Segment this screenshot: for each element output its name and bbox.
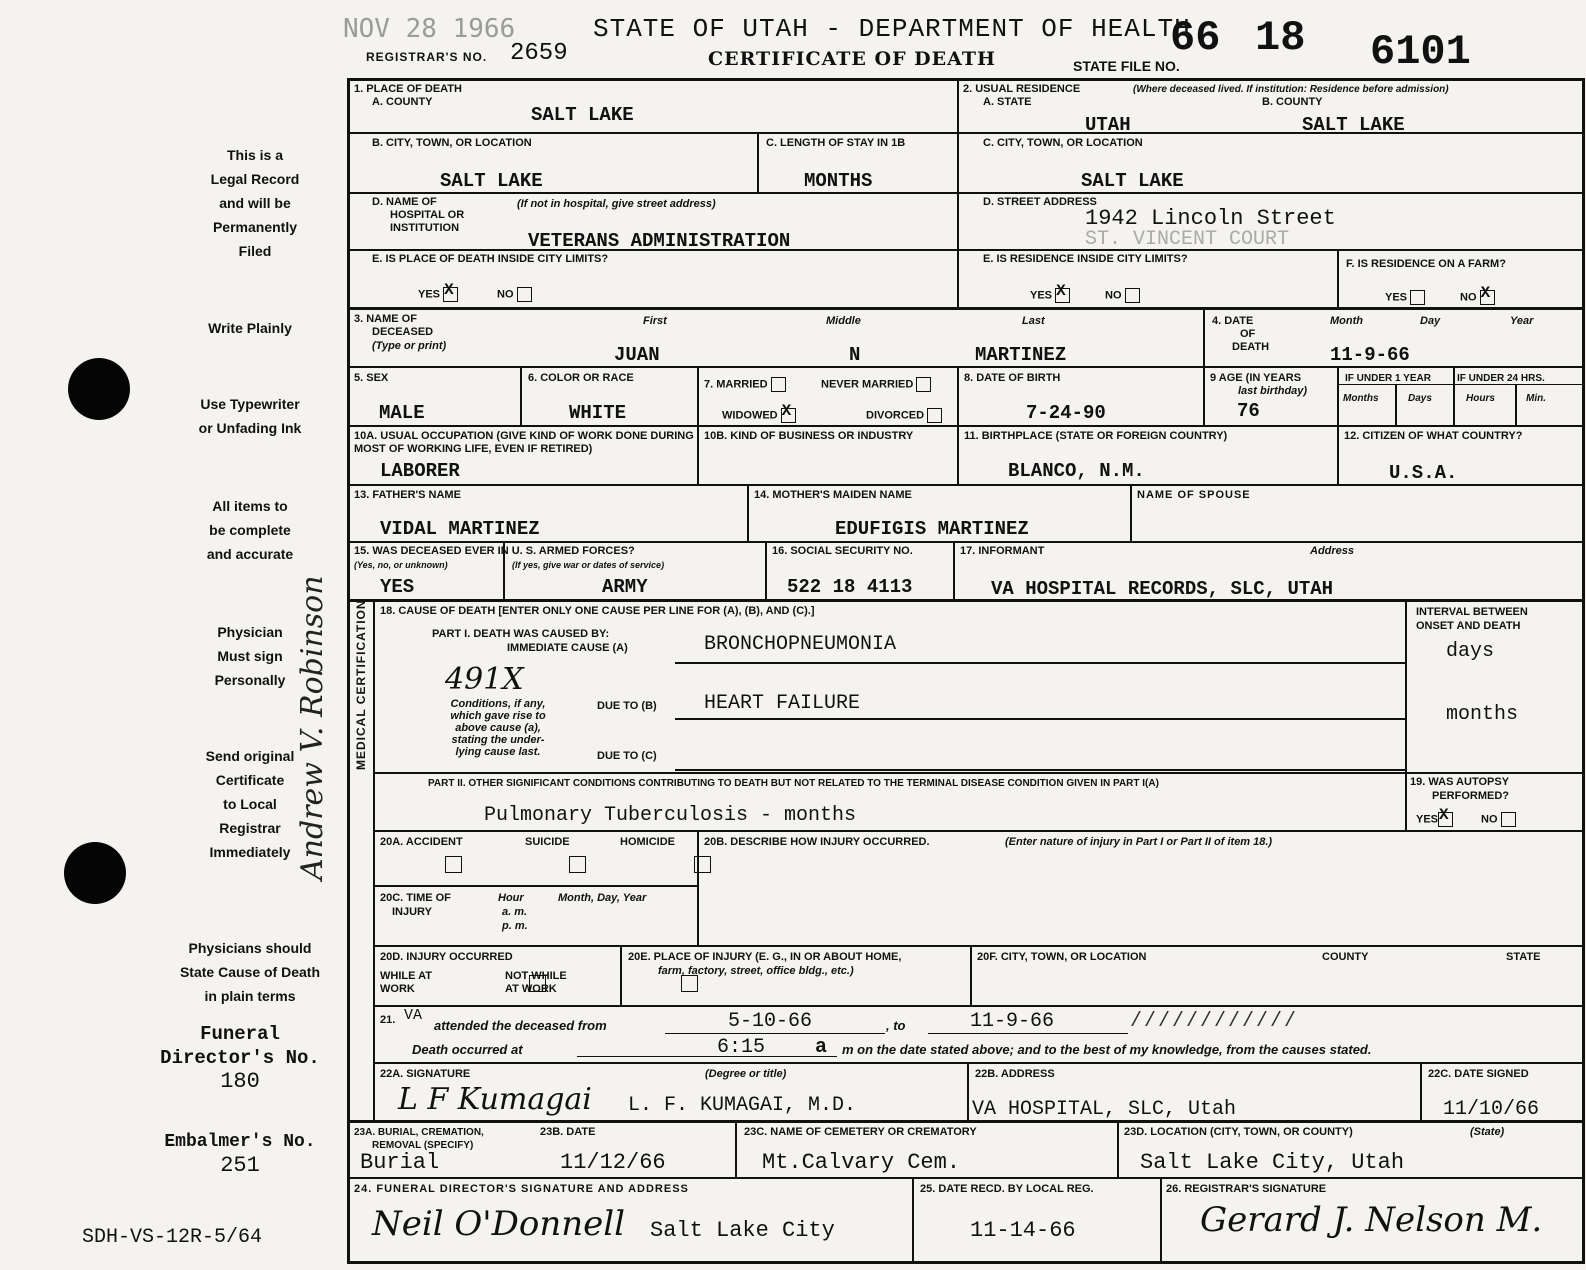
attended-item-number: 21. [380,1014,396,1026]
burial-location-label: 23D. LOCATION (CITY, TOWN, OR COUNTY) [1124,1126,1353,1138]
date-stamp: NOV 28 1966 [343,14,516,44]
checkbox [1480,290,1495,305]
conditions-line-4: stating the under- [451,734,545,746]
not-work-line-1: NOT WHILE [505,970,567,982]
date-signed-label: 22C. DATE SIGNED [1428,1068,1529,1080]
minutes-label: Min. [1526,393,1546,404]
rule [347,366,1585,368]
certificate-title: CERTIFICATE OF DEATH [708,48,996,70]
place-city-yes [418,287,458,302]
while-at-work-label [380,970,432,996]
funeral-line-2: Director's No. [160,1047,320,1069]
rule [1203,307,1205,366]
typewriter-line-1: Use Typewriter [200,396,300,412]
typewriter-note [165,392,335,440]
rule [347,192,1585,194]
state-file-label: STATE FILE NO. [1073,58,1180,74]
divorced-label: DIVORCED [866,409,925,422]
place-of-death-label: 1. PLACE OF DEATH [354,83,462,95]
send-line-5: Immediately [209,844,291,860]
send-line-3: to Local [223,796,277,812]
rule [970,945,972,1005]
due-to-b-value: HEART FAILURE [704,692,861,715]
checkbox [1055,288,1070,303]
mother-value: EDUFIGIS MARTINEZ [835,518,1029,540]
struck-out-text: //////////// [1130,1010,1299,1033]
rule [347,484,1585,486]
never-married-label: NEVER MARRIED [821,378,914,391]
due-to-b-label: DUE TO (B) [597,700,657,712]
married-option [704,377,786,392]
va-mark: VA [404,1007,423,1024]
conditions-line-1: Conditions, if any, [450,698,546,710]
rule [747,484,749,541]
month-day-year-label: Month, Day, Year [558,892,647,904]
ssn-value: 522 18 4113 [787,576,913,598]
occupation-label: 10A. USUAL OCCUPATION (GIVE KIND OF WORK DONE DURING MOST OF WORKING LIFE, EVEN IF RETIRED) [354,430,694,455]
spouse-label: NAME OF SPOUSE [1137,489,1251,501]
street-address-value: 1942 Lincoln Street [1085,206,1336,231]
conditions-line-5: lying cause last. [455,746,541,758]
rule [375,1005,1585,1007]
birth-date-label: 8. DATE OF BIRTH [964,372,1061,384]
not-at-work-label [505,970,567,996]
rule [1515,384,1517,425]
medical-certification-label: MEDICAL CERTIFICATION [354,599,368,770]
under-24-hrs-label: IF UNDER 24 HRS. [1457,373,1545,384]
checkbox [771,377,786,392]
date-death-label-2: OF [1240,328,1256,340]
checkbox [927,408,942,423]
checkbox [781,408,796,423]
disposition-label-1: 23A. BURIAL, CREMATION, [354,1127,484,1138]
registrar-number: 2659 [510,40,568,67]
disposition-value: Burial [360,1150,440,1175]
not-work-line-2: AT WORK [505,983,557,995]
place-injury-label-2: farm, factory, street, office bldg., etc.) [658,965,854,977]
checkbox [1410,290,1425,305]
stay-length-label: C. LENGTH OF STAY IN 1B [766,137,906,149]
conditions-line-3: above cause (a), [455,722,541,734]
residence-state-label: A. STATE [983,96,1032,108]
farm-no [1460,290,1495,305]
rule [375,772,1585,774]
residence-city-label: C. CITY, TOWN, OR LOCATION [983,137,1143,149]
attended-label: attended the deceased from [434,1018,607,1033]
registrar-label: REGISTRAR'S NO. [366,50,488,64]
widowed-option [722,408,796,423]
checkbox [1501,812,1516,827]
while-work-line-1: WHILE AT [380,970,432,982]
place-injury-label-1: 20E. PLACE OF INJURY (E. G., IN OR ABOUT HOME, [628,951,902,963]
armed-forces-label: 15. WAS DECEASED EVER IN U. S. ARMED FORCES? [354,545,635,557]
divorced-option [866,408,942,423]
inside-city-label: E. IS PLACE OF DEATH INSIDE CITY LIMITS? [372,253,609,265]
legal-line-4: Permanently [212,219,298,235]
write-plainly-note: Write Plainly [208,320,292,336]
attended-from-value: 5-10-66 [728,1010,813,1033]
armed-forces-value: YES [380,576,415,598]
autopsy-label-1: 19. WAS AUTOPSY [1410,776,1510,788]
usual-residence-note: (Where deceased lived. If institution: Residence before admission) [1133,84,1449,95]
rule [957,78,959,307]
sex-value: MALE [379,402,425,424]
year-label: Year [1510,315,1534,327]
residence-city-value: SALT LAKE [1081,170,1184,192]
death-time-value: 6:15 [717,1036,766,1059]
legal-line-2: Legal Record [210,171,300,187]
rule [957,132,1585,134]
days-label: Days [1408,393,1432,404]
place-city-no [497,287,532,302]
rule [375,1062,1585,1064]
registrar-signature-label: 26. REGISTRAR'S SIGNATURE [1166,1183,1327,1195]
hospital-value: VETERANS ADMINISTRATION [528,230,791,252]
date-death-label-3: DEATH [1232,341,1270,353]
typewriter-line-2: or Unfading Ink [198,420,302,436]
sex-label: 5. SEX [354,372,389,384]
rule [1420,1062,1422,1120]
yes-label: YES [418,288,441,301]
date-received-value: 11-14-66 [970,1218,1076,1243]
rule [675,662,1407,664]
middle-name-value: N [849,344,861,366]
burial-location-value: Salt Lake City, Utah [1140,1150,1405,1175]
service-value: ARMY [602,576,648,598]
place-county-label: A. COUNTY [372,96,433,108]
time-injury-label-2: INJURY [392,906,432,918]
name-label-2: DECEASED [372,326,434,338]
rule [967,1062,969,1120]
injury-county-label: COUNTY [1322,951,1369,963]
interval-a-value: days [1446,640,1495,663]
date-of-death-value: 11-9-66 [1330,344,1410,366]
certifier-address-value: VA HOSPITAL, SLC, Utah [972,1098,1237,1121]
rule [1130,484,1132,541]
punch-hole [64,842,126,904]
am-label: a. m. [502,906,528,918]
accident-checkbox [445,856,462,873]
cemetery-label: 23C. NAME OF CEMETERY OR CREMATORY [744,1126,977,1138]
last-name-value: MARTINEZ [975,344,1067,366]
age-label-1: 9 AGE (IN YEARS [1210,372,1302,384]
certifier-address-label: 22B. ADDRESS [975,1068,1055,1080]
funeral-director-label: 24. FUNERAL DIRECTOR'S SIGNATURE AND ADDRESS [354,1183,689,1195]
burial-date-label: 23B. DATE [540,1126,596,1138]
no-label: NO [1481,813,1498,826]
injury-city-label: 20F. CITY, TOWN, OR LOCATION [977,951,1147,963]
residence-state-value: UTAH [1085,114,1131,136]
rule [347,541,1585,543]
yes-label: YES [1385,291,1408,304]
attended-to-label: , to [886,1018,906,1033]
checkbox [916,377,931,392]
physician-line-1: Physician [217,624,283,640]
married-label: 7. MARRIED [704,378,768,391]
mother-label: 14. MOTHER'S MAIDEN NAME [754,489,912,501]
hour-label: Hour [498,892,524,904]
widowed-label: WIDOWED [722,409,778,422]
describe-injury-label: 20B. DESCRIBE HOW INJURY OCCURRED. [704,836,930,848]
physician-name: L. F. KUMAGAI, M.D. [628,1094,857,1117]
suicide-label: SUICIDE [525,836,570,848]
rule [1395,384,1397,425]
attended-to-line [928,1033,1128,1034]
cause-plain-terms-note [155,936,345,1008]
complete-line-3: and accurate [206,546,294,562]
birth-date-value: 7-24-90 [1026,402,1106,424]
place-city-value: SALT LAKE [440,170,543,192]
degree-label: (Degree or title) [705,1068,787,1080]
last-label: Last [1022,315,1045,327]
send-line-4: Registrar [219,820,281,836]
embalmer-number [150,1130,330,1178]
birthplace-label: 11. BIRTHPLACE (STATE OR FOREIGN COUNTRY) [964,430,1228,442]
no-label: NO [1105,289,1122,302]
occupation-value: LABORER [380,460,460,482]
first-label: First [643,315,667,327]
legal-record-note [170,143,340,263]
informant-value: VA HOSPITAL RECORDS, SLC, UTAH [991,578,1334,600]
no-label: NO [497,288,514,301]
file-number-year: 66 [1170,14,1221,62]
rule [953,541,955,599]
complete-note [165,494,335,566]
farm-label: F. IS RESIDENCE ON A FARM? [1346,258,1506,270]
part-two-value: Pulmonary Tuberculosis - months [484,804,857,827]
rule [757,132,759,192]
checkbox [1125,288,1140,303]
autopsy-no [1481,812,1516,827]
describe-injury-note: (Enter nature of injury in Part I or Part II of item 18.) [1005,836,1273,848]
rule [765,541,767,599]
cause-note-line-2: State Cause of Death [179,964,321,980]
date-signed-value: 11/10/66 [1443,1098,1540,1121]
rule [347,132,957,134]
checkbox [1438,812,1453,827]
signature-label: 22A. SIGNATURE [380,1068,471,1080]
attended-from-line [665,1033,885,1034]
place-county-value: SALT LAKE [531,104,634,126]
street-address-crossed: ST. VINCENT COURT [1085,228,1290,251]
part-two-label: PART II. OTHER SIGNIFICANT CONDITIONS CONTRIBUTING TO DEATH BUT NOT RELATED TO THE TERMINAL DISEASE CONDITION GIVEN IN PART I(A) [428,778,1159,789]
send-line-1: Send original [205,748,295,764]
due-to-c-label: DUE TO (C) [597,750,657,762]
month-label: Month [1330,315,1363,327]
name-label-3: (Type or print) [372,340,447,352]
residence-county-label: B. COUNTY [1262,96,1323,108]
rule [375,945,1585,947]
race-label: 6. COLOR OR RACE [528,372,634,384]
hours-label: Hours [1466,393,1495,404]
checkbox [517,287,532,302]
death-time-line [577,1056,837,1057]
usual-residence-label: 2. USUAL RESIDENCE [963,83,1081,95]
rule [373,599,375,1120]
death-am-value: a [815,1036,828,1059]
interval-label-2: ONSET AND DEATH [1416,620,1521,632]
armed-note-2: (If yes, give war or dates of service) [512,560,665,570]
yes-label: YES [1030,289,1053,302]
first-name-value: JUAN [614,344,660,366]
rule [675,718,1407,720]
rule [675,769,1407,771]
burial-date-value: 11/12/66 [560,1150,666,1175]
rule [347,1177,1585,1179]
name-label-1: 3. NAME OF [354,313,417,325]
birthplace-value: BLANCO, N.M. [1008,460,1145,482]
interval-b-value: months [1446,703,1519,726]
cause-of-death-label: 18. CAUSE OF DEATH [ENTER ONLY ONE CAUSE PER LINE FOR (A), (B), AND (C).] [380,605,815,617]
physician-signature: L F Kumagai [398,1082,592,1117]
embalmer-no-value: 251 [220,1153,260,1178]
age-label-2: last birthday) [1238,385,1308,397]
rule [1337,249,1339,307]
business-label: 10B. KIND OF BUSINESS OR INDUSTRY [704,430,914,442]
send-line-2: Certificate [215,772,285,788]
legal-line-3: and will be [219,195,291,211]
citizenship-label: 12. CITIZEN OF WHAT COUNTRY? [1344,430,1523,442]
rule [520,366,522,425]
rule [1453,366,1455,425]
age-value: 76 [1237,400,1260,422]
legal-line-5: Filed [238,243,272,259]
physician-line-2: Must sign [217,648,283,664]
death-occurred-label: Death occurred at [412,1042,523,1057]
yes-label: YES [1416,813,1439,826]
legal-line-1: This is a [226,147,284,163]
residence-city-no [1105,288,1140,303]
informant-address-label: Address [1310,545,1355,557]
no-label: NO [1460,291,1477,304]
hospital-note: (If not in hospital, give street address) [517,198,716,210]
conditions-note [428,698,568,758]
form-number: SDH-VS-12R-5/64 [82,1226,263,1249]
place-city-label: B. CITY, TOWN, OR LOCATION [372,137,532,149]
funeral-line-1: Funeral [200,1023,280,1045]
homicide-label: HOMICIDE [620,836,675,848]
cause-code: 491X [445,662,524,697]
conditions-line-2: which gave rise to [450,710,546,722]
citizenship-value: U.S.A. [1389,462,1458,484]
date-death-label-1: 4. DATE [1212,315,1254,327]
burial-state-label: (State) [1470,1126,1505,1138]
injury-state-label: STATE [1506,951,1541,963]
rule [1203,366,1205,425]
rule [735,1120,737,1177]
months-label: Months [1343,393,1379,404]
embalmer-label: Embalmer's No. [164,1132,316,1152]
suicide-checkbox [569,856,586,873]
date-received-label: 25. DATE RECD. BY LOCAL REG. [920,1183,1094,1195]
rule [620,945,622,1005]
disposition-label-2: REMOVAL (SPECIFY) [372,1140,474,1151]
part-one-label: PART I. DEATH WAS CAUSED BY: [432,628,610,640]
residence-county-value: SALT LAKE [1302,114,1405,136]
under-one-year-label: IF UNDER 1 YEAR [1345,373,1431,384]
immediate-cause-value: BRONCHOPNEUMONIA [704,633,897,656]
file-number-seq: 6101 [1370,28,1471,76]
rule [347,307,1585,310]
rule [697,830,699,945]
accident-label: 20A. ACCIDENT [380,836,463,848]
rule [1405,599,1407,830]
punch-hole [68,358,130,420]
rule [375,830,1585,832]
never-married-option [821,377,931,392]
interval-label-1: INTERVAL BETWEEN [1416,606,1528,618]
funeral-director-signature: Neil O'Donnell [372,1204,626,1244]
funeral-no-value: 180 [220,1069,260,1094]
pm-label: p. m. [502,920,528,932]
registrar-signature: Gerard J. Nelson M. [1200,1200,1543,1240]
attended-to-value: 11-9-66 [970,1010,1055,1033]
state-department: STATE OF UTAH - DEPARTMENT OF HEALTH [593,14,1191,44]
physician-line-3: Personally [214,672,286,688]
while-work-line-2: WORK [380,983,415,995]
rule [375,885,697,887]
farm-yes [1385,290,1425,305]
day-label: Day [1420,315,1441,327]
cemetery-value: Mt.Calvary Cem. [762,1150,961,1175]
father-label: 13. FATHER'S NAME [354,489,461,501]
knowledge-statement: m on the date stated above; and to the best of my knowledge, from the causes stated. [842,1042,1372,1057]
ssn-label: 16. SOCIAL SECURITY NO. [772,545,913,557]
rule [347,599,1585,602]
rule [347,1120,1585,1123]
autopsy-label-2: PERFORMED? [1432,790,1509,802]
street-address-label: D. STREET ADDRESS [983,196,1097,208]
race-value: WHITE [569,402,627,424]
father-value: VIDAL MARTINEZ [380,518,540,540]
rule [912,1177,914,1264]
middle-label: Middle [826,315,861,327]
immediate-cause-label: IMMEDIATE CAUSE (A) [507,642,628,654]
cause-note-line-1: Physicians should [188,940,312,956]
cause-note-line-3: in plain terms [204,988,296,1004]
file-number-mid: 18 [1255,14,1306,62]
complete-line-1: All items to [212,498,288,514]
checkbox [443,287,458,302]
stay-length-value: MONTHS [804,170,873,192]
time-injury-label-1: 20C. TIME OF [380,892,451,904]
rule [347,425,1585,427]
homicide-checkbox [694,856,711,873]
residence-city-yes [1030,288,1070,303]
margin-signature: Andrew V. Robinson [295,575,330,880]
complete-line-2: be complete [209,522,291,538]
armed-note-1: (Yes, no, or unknown) [354,560,448,570]
injury-occurred-label: 20D. INJURY OCCURRED [380,951,513,963]
hospital-label-1: D. NAME OF [372,196,437,208]
rule [957,366,959,484]
funeral-director-address: Salt Lake City [650,1218,835,1243]
rule [1117,1120,1119,1177]
hospital-label-3: INSTITUTION [390,222,460,234]
rule [1160,1177,1162,1264]
hospital-label-2: HOSPITAL OR [390,209,465,221]
informant-label: 17. INFORMANT [960,545,1045,557]
residence-city-limits-label: E. IS RESIDENCE INSIDE CITY LIMITS? [983,253,1188,265]
rule [697,366,699,484]
funeral-director-number [150,1022,330,1094]
autopsy-yes [1416,812,1453,827]
